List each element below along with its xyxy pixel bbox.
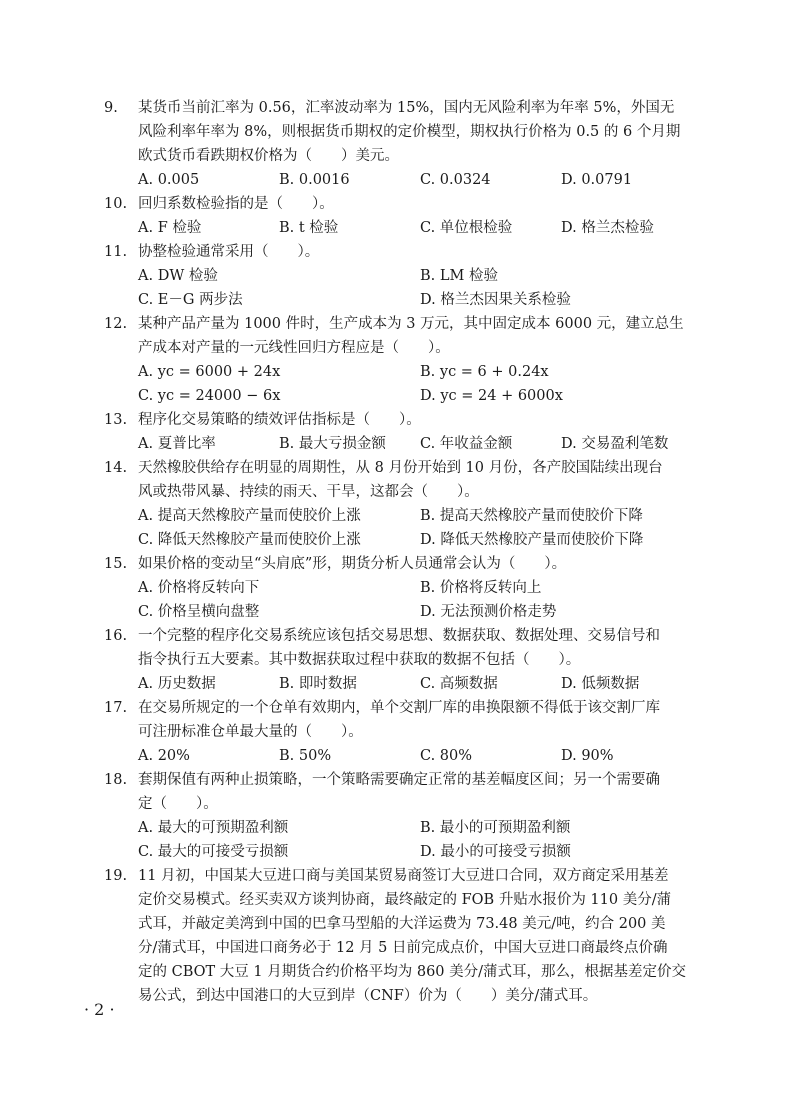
question-stem: 天然橡胶供给存在明显的周期性，从 8 月份开始到 10 月份，各产胶国陆续出现台 [138, 460, 663, 476]
option-d[interactable]: D. 降低天然橡胶产量而使胶价下降 [420, 532, 644, 548]
question-number: 15. [104, 556, 128, 572]
option-d[interactable]: D. 交易盈利笔数 [561, 436, 669, 452]
question-number: 10. [104, 196, 128, 212]
option-c[interactable]: C. 高频数据 [420, 676, 498, 692]
question-stem-line: 风或热带风暴、持续的雨天、干旱，这都会（ ）。 [138, 484, 479, 500]
question-stem-line: 欧式货币看跌期权价格为（ ）美元。 [138, 148, 399, 164]
question-number: 18. [104, 772, 128, 788]
question-stem: 在交易所规定的一个仓单有效期内，单个交割厂库的串换限额不得低于该交割厂库 [138, 700, 660, 716]
option-c[interactable]: C. 单位根检验 [420, 220, 513, 236]
option-a[interactable]: A. 最大的可预期盈利额 [138, 820, 289, 836]
question-stem: 程序化交易策略的绩效评估指标是（ ）。 [138, 412, 421, 428]
option-b[interactable]: B. LM 检验 [420, 268, 498, 284]
option-a[interactable]: A. 夏普比率 [138, 436, 216, 452]
option-c[interactable]: C. 降低天然橡胶产量而使胶价上涨 [138, 532, 361, 548]
question-stem-line: 产成本对产量的一元线性回归方程应是（ ）。 [138, 340, 450, 356]
question-stem-line: 定（ ）。 [138, 796, 218, 812]
option-d[interactable]: D. 90% [561, 748, 614, 764]
question-11 [104, 240, 724, 312]
option-a[interactable]: A. yc = 6000 + 24x [138, 364, 281, 380]
question-14 [104, 456, 724, 552]
option-d[interactable]: D. 低频数据 [561, 676, 640, 692]
option-a[interactable]: A. 0.005 [138, 172, 200, 188]
option-c[interactable]: C. E－G 两步法 [138, 292, 243, 308]
options [138, 744, 724, 768]
option-d[interactable]: D. yc = 24 + 6000x [420, 388, 563, 404]
question-16 [104, 624, 724, 696]
question-number: 19. [104, 868, 128, 884]
option-a[interactable]: A. 历史数据 [138, 676, 216, 692]
option-a[interactable]: A. F 检验 [138, 220, 202, 236]
question-stem-line: 易公式，到达中国港口的大豆到岸（CNF）价为（ ）美分/蒲式耳。 [138, 988, 598, 1004]
question-19 [104, 864, 724, 1008]
option-c[interactable]: C. yc = 24000 − 6x [138, 388, 281, 404]
options [138, 576, 724, 624]
question-stem-line: 可注册标准仓单最大量的（ ）。 [138, 724, 363, 740]
options [138, 816, 724, 864]
option-b[interactable]: B. 即时数据 [279, 676, 357, 692]
question-number: 17. [104, 700, 128, 716]
question-stem: 如果价格的变动呈“头肩底”形，期货分析人员通常会认为（ ）。 [138, 556, 567, 572]
options [138, 672, 724, 696]
option-d[interactable]: D. 最小的可接受亏损额 [420, 844, 571, 860]
option-a[interactable]: A. 提高天然橡胶产量而使胶价上涨 [138, 508, 361, 524]
option-b[interactable]: B. 价格将反转向上 [420, 580, 542, 596]
question-stem: 回归系数检验指的是（ ）。 [138, 196, 334, 212]
question-stem: 套期保值有两种止损策略，一个策略需要确定正常的基差幅度区间；另一个需要确 [138, 772, 660, 788]
option-c[interactable]: C. 80% [420, 748, 473, 764]
question-stem: 某货币当前汇率为 0.56，汇率波动率为 15%，国内无风险利率为年率 5%，外国无 [138, 100, 675, 116]
question-number: 12. [104, 316, 128, 332]
question-stem: 协整检验通常采用（ ）。 [138, 244, 320, 260]
option-c[interactable]: C. 价格呈横向盘整 [138, 604, 260, 620]
question-stem: 一个完整的程序化交易系统应该包括交易思想、数据获取、数据处理、交易信号和 [138, 628, 660, 644]
option-d[interactable]: D. 无法预测价格走势 [420, 604, 557, 620]
option-a[interactable]: A. 价格将反转向下 [138, 580, 260, 596]
question-number: 13. [104, 412, 128, 428]
option-d[interactable]: D. 格兰杰因果关系检验 [420, 292, 571, 308]
option-b[interactable]: B. t 检验 [279, 220, 339, 236]
option-b[interactable]: B. yc = 6 + 0.24x [420, 364, 549, 380]
options [138, 360, 724, 408]
page-number: · 2 · [84, 1000, 115, 1019]
options [138, 504, 724, 552]
option-a[interactable]: A. DW 检验 [138, 268, 218, 284]
option-b[interactable]: B. 最大亏损金额 [279, 436, 386, 452]
option-c[interactable]: C. 0.0324 [420, 172, 491, 188]
options [138, 432, 724, 456]
question-number: 16. [104, 628, 128, 644]
question-number: 11. [104, 244, 128, 260]
question-stem-line: 风险利率年率为 8%，则根据货币期权的定价模型，期权执行价格为 0.5 的 6 个月期 [138, 124, 681, 140]
question-stem: 11 月初，中国某大豆进口商与美国某贸易商签订大豆进口合同，双方商定采用基差 [138, 868, 669, 884]
question-15 [104, 552, 724, 624]
option-b[interactable]: B. 最小的可预期盈利额 [420, 820, 571, 836]
option-a[interactable]: A. 20% [138, 748, 190, 764]
question-number: 9. [104, 100, 118, 116]
question-18 [104, 768, 724, 864]
question-17 [104, 696, 724, 768]
question-stem-line: 定的 CBOT 大豆 1 月期货合约价格平均为 860 美分/蒲式耳，那么，根据基差定价交 [138, 964, 687, 980]
question-stem-line: 分/蒲式耳，中国进口商务必于 12 月 5 日前完成点价，中国大豆进口商最终点价确 [138, 940, 668, 956]
question-stem: 某种产品产量为 1000 件时，生产成本为 3 万元，其中固定成本 6000 元，建立总生 [138, 316, 684, 332]
question-stem-line: 指令执行五大要素。其中数据获取过程中获取的数据不包括（ ）。 [138, 652, 581, 668]
question-13 [104, 408, 724, 456]
option-c[interactable]: C. 最大的可接受亏损额 [138, 844, 289, 860]
option-d[interactable]: D. 0.0791 [561, 172, 633, 188]
question-stem-line: 定价交易模式。经买卖双方谈判协商，最终敲定的 FOB 升贴水报价为 110 美分/蒲 [138, 892, 672, 908]
option-b[interactable]: B. 提高天然橡胶产量而使胶价下降 [420, 508, 643, 524]
question-12 [104, 312, 724, 408]
option-b[interactable]: B. 0.0016 [279, 172, 350, 188]
option-b[interactable]: B. 50% [279, 748, 332, 764]
option-d[interactable]: D. 格兰杰检验 [561, 220, 654, 236]
question-10 [104, 192, 724, 240]
option-c[interactable]: C. 年收益金额 [420, 436, 513, 452]
options [138, 264, 724, 312]
question-number: 14. [104, 460, 128, 476]
options [138, 216, 724, 240]
options [138, 168, 724, 192]
question-9 [104, 96, 724, 192]
question-stem-line: 式耳，并敲定美湾到中国的巴拿马型船的大洋运费为 73.48 美元/吨，约合 200 美 [138, 916, 666, 932]
